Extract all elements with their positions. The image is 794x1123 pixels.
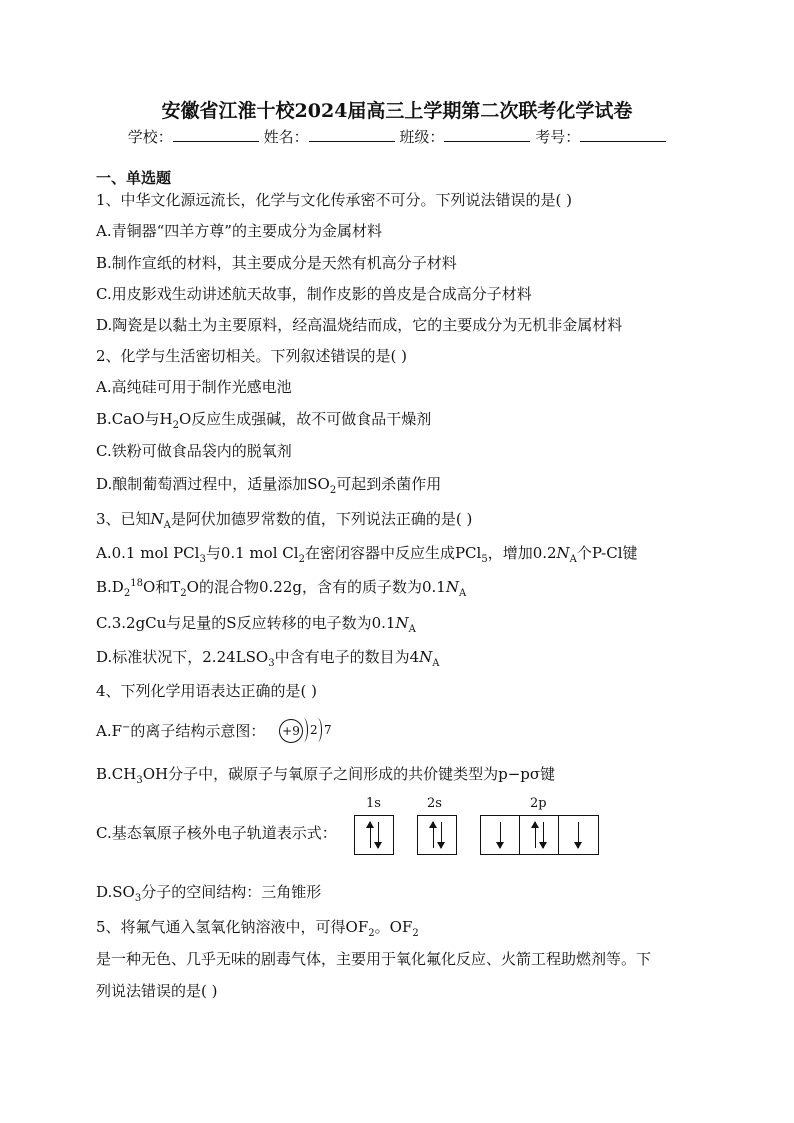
q1-option-c: C.用皮影戏生动讲述航天故事，制作皮影的兽皮是合成高分子材料 [96,285,532,303]
orbital-cell [481,816,520,854]
spin-up-arrow [535,822,536,848]
class-blank[interactable] [444,127,530,142]
page-title: 安徽省江淮十校2024届高三上学期第二次联考化学试卷 [161,100,633,122]
student-info-fields [0,126,794,147]
orbital-cell [559,816,597,854]
spin-down-arrow [378,822,379,848]
q5-stem-line-2: 是一种无色、几乎无味的剧毒气体，主要用于氧化氟化反应、火箭工程助燃剂等。下 [96,950,652,968]
q1-option-d: D.陶瓷是以黏土为主要原料，经高温烧结而成，它的主要成分为无机非金属材料 [96,316,623,334]
spin-down-arrow [543,822,544,848]
spin-up-arrow [370,822,371,848]
orbital-label-1s: 1s [366,796,381,811]
q2-option-b: B.CaO与$H_2O$反应生成强碱，故不可做食品干燥剂 [96,410,432,431]
q4-option-c: C.基态氧原子核外电子轨道表示式： [96,824,337,842]
orbital-box-2p [480,815,599,855]
school-blank[interactable] [173,127,259,142]
shell-arc-2 [313,718,322,742]
fluoride-ion-structure-diagram [279,718,339,744]
shell-1-count: 2 [310,723,318,737]
q4-stem: 4、下列化学用语表达正确的是( ) [96,682,318,700]
orbital-label-2s: 2s [427,796,442,811]
exam-number-blank[interactable] [580,127,666,142]
q4-option-b: $B.CH_3OH$分子中，碳原子与氧原子之间形成的共价键类型为p−pσ键 [96,765,556,786]
q2-stem: 2、化学与生活密切相关。下列叙述错误的是( ) [96,347,408,365]
name-label: 姓名： [263,128,309,146]
orbital-cell [520,816,559,854]
q3-option-c: C.3.2gCu与足量的S反应转移的电子数为$0.1N_A$ [96,614,416,635]
orbital-box-2s [417,815,457,855]
q2-option-d: D.酿制葡萄酒过程中，适量添加$SO_2$可起到杀菌作用 [96,475,442,496]
orbital-box-1s [354,815,394,855]
q5-stem-line-3: 列说法错误的是( ) [96,982,218,1000]
spin-down-arrow [500,822,501,848]
q1-option-b: B.制作宣纸的材料，其主要成分是天然有机高分子材料 [96,254,457,272]
q1-stem: 1、中华文化源远流长，化学与文化传承密不可分。下列说法错误的是( ) [96,191,573,209]
name-blank[interactable] [309,127,395,142]
shell-arc-1 [299,718,308,742]
q5-stem: 5、将氟气通入氢氧化钠溶液中，可得$OF_2$。$OF_2$ [96,918,419,939]
nucleus-circle: +9 [279,719,303,743]
spin-down-arrow [578,822,579,848]
shell-2-count: 7 [324,723,332,737]
section-heading: 一、单选题 [96,169,172,187]
q2-option-c: C.铁粉可做食品袋内的脱氧剂 [96,442,292,460]
q3-option-b: $B.D_2^{18}O$和$T_2O$的混合物0.22g，含有的质子数为$0.1N_A$ [96,578,467,599]
exam-number-label: 考号： [535,128,581,146]
q1-option-a: A.青铜器“四羊方尊”的主要成分为金属材料 [96,222,382,240]
q2-option-a: A.高纯硅可用于制作光感电池 [96,378,292,396]
orbital-label-2p: 2p [530,796,547,811]
q3-option-a: A.0.1 mol PCl$_3$与0.1 mol $Cl_2$在密闭容器中反应生成PCl$_5$，增加$0.2N_A$个P-Cl键 [96,544,638,565]
q4-option-a: A.F−的离子结构示意图： [96,722,266,740]
q4-option-d: $D.SO_3$分子的空间结构：三角锥形 [96,883,322,904]
q3-stem: 3、已知$N_A$是阿伏加德罗常数的值，下列说法正确的是( ) [96,510,473,531]
school-label: 学校： [127,128,173,146]
spin-down-arrow [441,822,442,848]
spin-up-arrow [433,822,434,848]
class-label: 班级： [399,128,445,146]
q3-option-d: D.标准状况下，$2.24LSO_3$中含有电子的数目为$4N_A$ [96,648,440,669]
